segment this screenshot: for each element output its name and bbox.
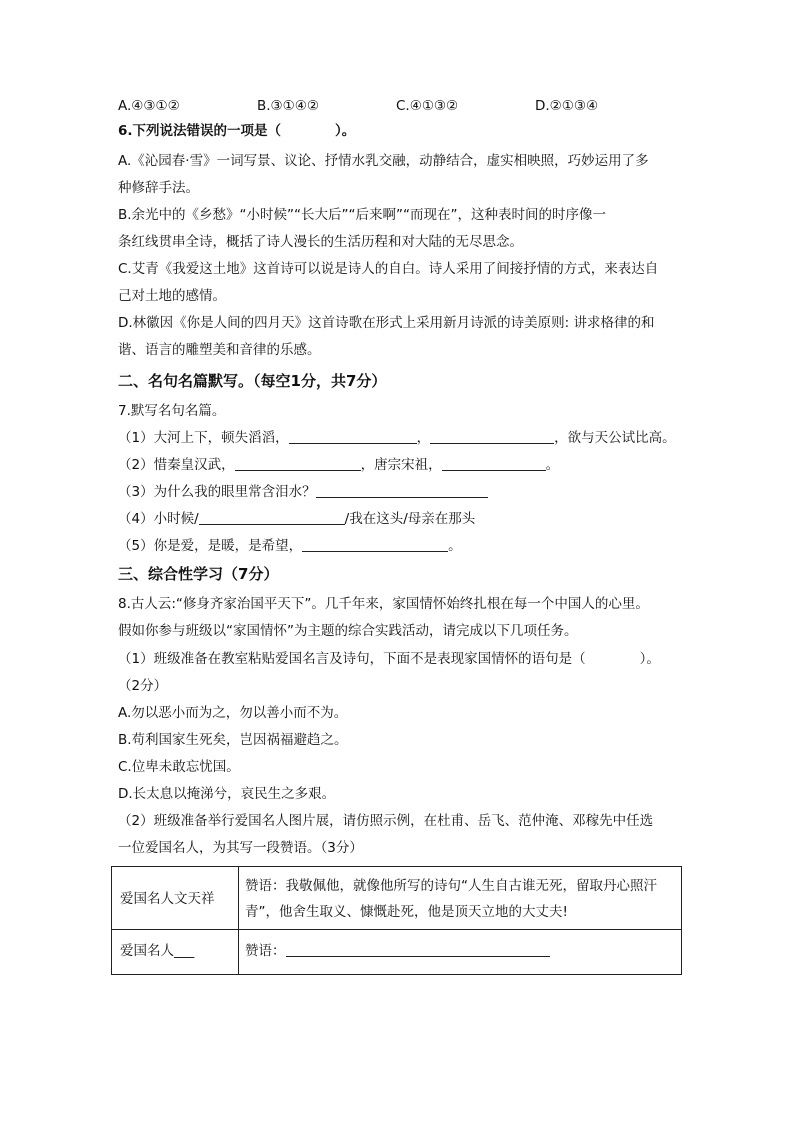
section3-title: 三、综合性学习（7分） xyxy=(118,565,279,583)
q5-option-d: D.②①③④ xyxy=(535,98,599,114)
q8-sub1-score: （2分） xyxy=(118,678,168,694)
praise-line2: 青”，他舍生取义、慷慨赴死，他是顶天立地的大丈夫! xyxy=(245,904,568,920)
q7-line4 xyxy=(118,510,682,528)
q7-line5 xyxy=(118,537,682,555)
q7-line3-text-a: （3）为什么我的眼里常含泪水？ xyxy=(118,484,316,500)
q8-sub2-line1: （2）班级准备举行爱国名人图片展，请仿照示例，在杜甫、岳飞、范仲淹、邓稼先中任选 xyxy=(118,813,654,829)
q8-option-b: B.苟利国家生死矣，岂因祸福避趋之。 xyxy=(118,732,348,748)
q7-line5-text-a: （5）你是爱，是暖，是希望， xyxy=(118,538,303,554)
q6-stem: 6.下列说法错误的一项是（ ）。 xyxy=(118,123,356,139)
q5-option-c: C.④①③② xyxy=(396,98,459,114)
q8-intro-line2: 假如你参与班级以“家国情怀”为主题的综合实践活动，请完成以下几项任务。 xyxy=(118,623,578,639)
table-cell-praise xyxy=(239,930,682,975)
praise-label: 赞语： xyxy=(245,943,286,959)
q5-option-b: B.③①④② xyxy=(257,98,319,114)
q7-line1-text-c: ，欲与天公试比高。 xyxy=(554,430,676,446)
section2-title: 二、名句名篇默写。（每空1分，共7分） xyxy=(118,372,387,390)
answer-blank[interactable] xyxy=(286,942,550,957)
answer-blank[interactable] xyxy=(442,456,546,471)
q7-line2-text-a: （2）惜秦皇汉武， xyxy=(118,457,235,473)
q7-line1 xyxy=(118,429,682,447)
q7-line2-text-c: 。 xyxy=(545,457,560,473)
q5-option-a: A.④③①② xyxy=(118,98,180,114)
table-cell-name: 爱国名人文天祥 xyxy=(112,867,239,930)
q8-sub1-stem: （1）班级准备在教室粘贴爱国名言及诗句，下面不是表现家国情怀的语句是（ ）。 xyxy=(118,651,660,667)
q7-line1-text-a: （1）大河上下，顿失滔滔， xyxy=(118,430,289,446)
q6-option-c-line2: 己对土地的感情。 xyxy=(118,288,226,304)
q7-line3 xyxy=(118,483,682,501)
table-cell-praise xyxy=(239,867,682,930)
praise-line1: 赞语：我敬佩他，就像他所写的诗句“人生自古谁无死，留取丹心照汗 xyxy=(245,878,657,894)
q6-option-d-line2: 谐、语言的雕塑美和音律的乐感。 xyxy=(118,342,321,358)
q8-option-c: C.位卑未敢忘忧国。 xyxy=(118,759,240,775)
table-row xyxy=(112,930,682,975)
answer-blank[interactable] xyxy=(316,483,488,498)
q7-stem: 7.默写名句名篇。 xyxy=(118,403,226,419)
table-cell-name: 爱国名人___ xyxy=(112,930,239,975)
q7-line4-text-a: （4）小时候/ xyxy=(118,511,199,527)
q6-option-a-line2: 种修辞手法。 xyxy=(118,180,199,196)
answer-blank[interactable] xyxy=(302,537,448,552)
q8-intro-line1: 8.古人云:“修身齐家治国平天下”。几千年来，家国情怀始终扎根在每一个中国人的心里。 xyxy=(118,596,649,612)
answer-blank[interactable] xyxy=(235,456,361,471)
answer-blank[interactable] xyxy=(289,429,417,444)
q7-line1-text-b: ， xyxy=(416,430,431,446)
q6-option-b-line2: 条红线贯串全诗，概括了诗人漫长的生活历程和对大陆的无尽思念。 xyxy=(118,234,523,250)
answer-blank[interactable] xyxy=(430,429,554,444)
table-row xyxy=(112,867,682,930)
q7-line2 xyxy=(118,456,682,474)
q6-option-c-line1: C.艾青《我爱这土地》这首诗可以说是诗人的自白。诗人采用了间接抒情的方式，来表达自 xyxy=(118,261,659,277)
q6-option-a-line1: A.《沁园春·雪》一词写景、议论、抒情水乳交融，动静结合，虚实相映照，巧妙运用了多 xyxy=(118,153,649,169)
q6-option-d-line1: D.林徽因《你是人间的四月天》这首诗歌在形式上采用新月诗派的诗美原则: 讲求格律的和 xyxy=(118,315,655,331)
praise-table xyxy=(111,866,682,975)
answer-blank[interactable] xyxy=(199,510,345,525)
q7-line2-text-b: ，唐宗宋祖， xyxy=(360,457,442,473)
q8-option-d: D.长太息以掩涕兮，哀民生之多艰。 xyxy=(118,786,336,802)
q6-option-b-line1: B.余光中的《乡愁》“小时候”“长大后”“后来啊”“而现在”，这种表时间的时序像一 xyxy=(118,207,607,223)
q7-line4-text-b: /我在这头/母亲在那头 xyxy=(344,511,476,527)
q7-line5-text-b: 。 xyxy=(448,538,462,554)
q8-option-a: A.勿以恶小而为之，勿以善小而不为。 xyxy=(118,705,348,721)
q8-sub2-line2: 一位爱国名人，为其写一段赞语。（3分） xyxy=(118,840,363,856)
